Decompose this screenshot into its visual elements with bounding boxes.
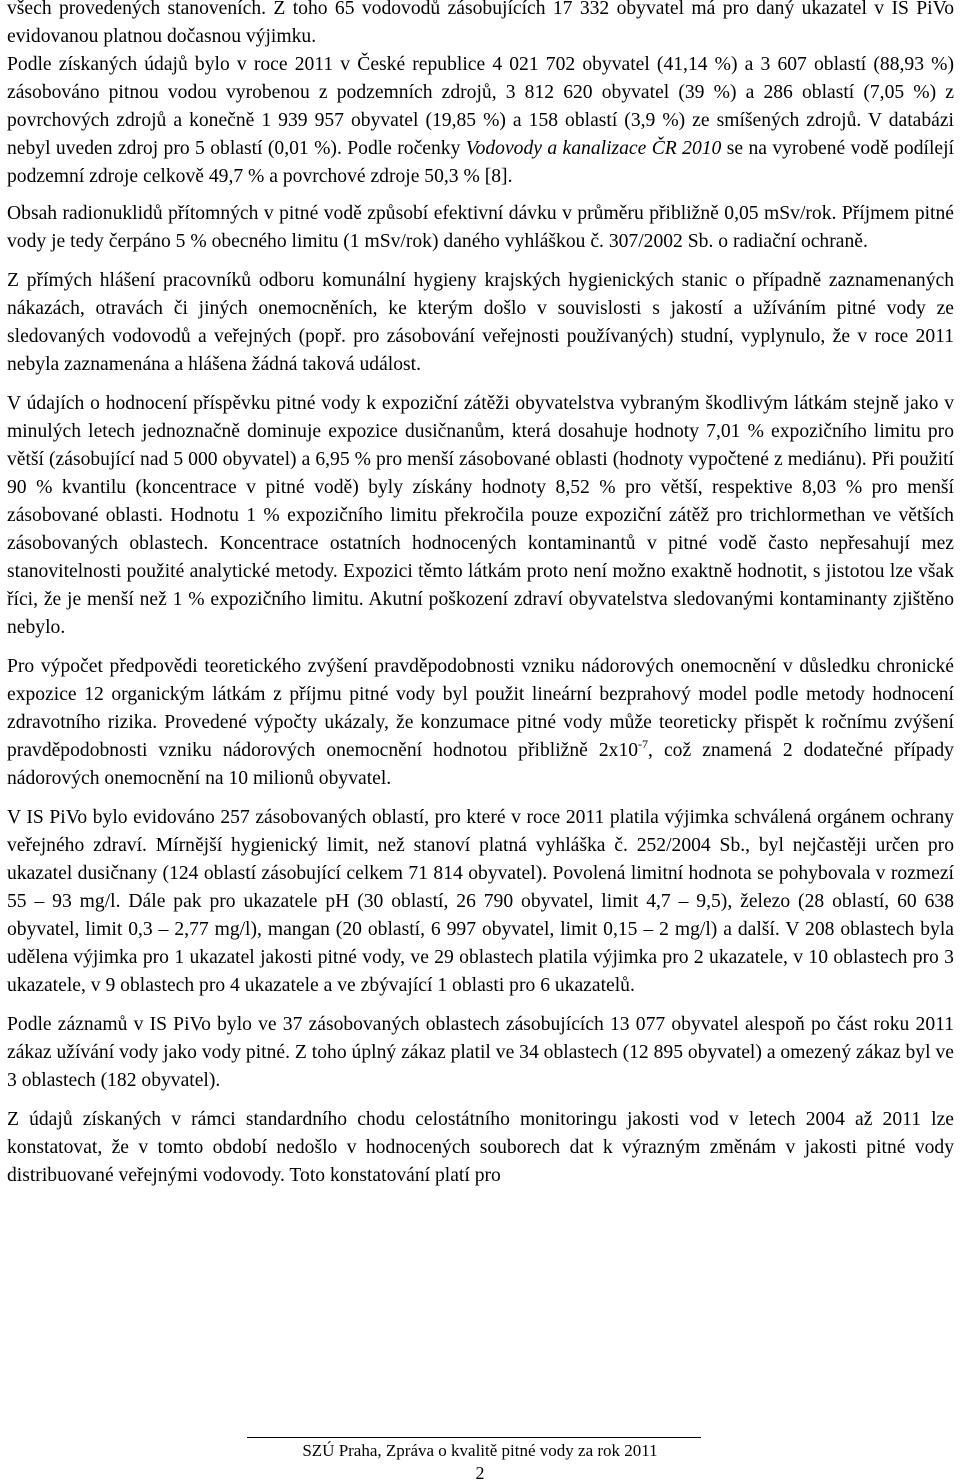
text-line: Z přímých hlášení pracovníků odboru komunální hygieny krajských hygienických stanic: [7, 270, 728, 291]
text-line: č. 307/2002 Sb. o radiační ochraně.: [590, 231, 868, 252]
paragraph-cancer-risk: [7, 653, 954, 793]
risk-text-after: , což znamená 2 dodatečné případy nádorových: [7, 740, 954, 789]
text-line: Pro výpočet předpovědi teoretického zvýšení pravděpodobnosti vzniku nádorových onemocnění: [7, 656, 777, 677]
text-line: hlášena žádná taková událost.: [188, 354, 421, 375]
paragraph-radionuclides: [7, 200, 954, 256]
paragraph-usage-ban: [7, 1011, 954, 1095]
text-line: 158 oblastí (3,9 %) ze smíšených zdrojů. V databázi nebyl uveden zdroj pro 5 oblastí (0,01 %).: [7, 110, 954, 159]
text-line: hodnoty 7,01 % expozičního limitu pro větší (zásobující nad 5 000 obyvatel) a 6,95 % pro menší: [7, 421, 954, 470]
text-line: zásobování veřejnosti používaných) studní, vyplynulo, že v roce 2011 nebyla zaznamenána a: [7, 326, 954, 375]
paragraph-hygiene-reports: [7, 267, 954, 379]
text-line: nepřesahují mez stanovitelnosti použité analytické metody. Expozici těmto látkám proto není: [7, 533, 954, 582]
text-line: o případně zaznamenaných nákazách, otravách či jiných onemocněních, ke kterým došlo: [7, 270, 954, 319]
text-line: ve 34 oblastech (12 895 obyvatel) a omezený zákaz byl ve 3 oblastech (182 obyvatel).: [7, 1042, 954, 1091]
text-line: až 2011 lze konstatovat, že v tomto období nedošlo v hodnocených souborech dat k výrazným: [7, 1109, 954, 1158]
text-line: pak pro ukazatele pH (30 oblastí, 26 790 obyvatel, limit 4,7 – 9,5), železo (28 oblastí, 60 638: [173, 891, 954, 912]
publication-title: Vodovody a kanalizace ČR 2010: [465, 138, 722, 159]
text-line: Hodnotu 1 % expozičního limitu překročila pouze expoziční zátěž pro trichlormethan ve větších: [170, 505, 954, 526]
text-line: látkám stejně jako v minulých letech jednoznačně dominuje expozice dusičnanům, která dosahuje: [7, 393, 955, 442]
text-line: celkově 49,7 % a povrchové zdroje 50,3 % [8].: [143, 166, 513, 187]
text-line: mSv/rok. Příjmem pitné vody je tedy čerpáno 5 % obecného limitu (1 mSv/rok) daného vyhláškou: [7, 203, 954, 252]
text-line: V IS PiVo bylo evidováno 257 zásobovaných oblastí, pro které v roce 2011 platila výjimka: [7, 807, 729, 828]
risk-text-before: nádorových onemocnění hodnotou přibližně 2x10: [222, 740, 639, 761]
text-line: zbývající 1 oblasti pro 6 ukazatelů.: [360, 975, 635, 996]
text-line: zásobované oblasti (hodnoty vypočtené z mediánu). Při použití 90 % kvantilu (koncentrace v pitné: [7, 449, 954, 498]
text-line: v důsledku chronické expozice 12 organickým látkám z příjmu pitné vody byl použit lineární: [7, 656, 954, 705]
risk-exponent: -7: [638, 737, 649, 751]
text-line: ukazatel v IS PiVo evidovanou platnou dočasnou výjimku.: [7, 0, 954, 47]
footer-report-title: SZÚ Praha, Zpráva o kvalitě pitné vody za rok 2011: [302, 1441, 658, 1460]
text-line: schválená orgánem ochrany veřejného zdraví. Mírnější hygienický limit, než stanoví platná: [7, 807, 954, 856]
document-page: [7, 0, 954, 1190]
text-line: konzumace pitné vody může teoreticky přispět k ročnímu zvýšení pravděpodobnosti vzniku: [7, 712, 954, 761]
text-line-with-citation: Podle ročenky Vodovody a kanalizace ČR 2010 se na vyrobené vodě podílejí podzemní zdroje: [7, 138, 954, 187]
footer-divider: [247, 1437, 701, 1438]
text-line: zásobovaných oblastech. Koncentrace ostatních hodnocených kontaminantů v pitné vodě často: [7, 533, 809, 554]
page-number: 2: [475, 1463, 485, 1483]
paragraph-monitoring-conclusion: [7, 1106, 954, 1190]
text-line: V 208 oblastech byla udělena výjimka pro 1 ukazatel jakosti pitné vody, ve 29 oblastech platila: [7, 919, 954, 968]
text-line: všech provedených stanoveních. Z toho 65 vodovodů zásobujících 17 332 obyvatel má pro daný: [7, 0, 795, 19]
text-line: možno exaktně hodnotit, s jistotou lze však říci, že je menší než 1 % expozičního limitu. Akutní: [7, 561, 954, 610]
text-line: vyhláška č. 252/2004 Sb., byl nejčastěji určen pro ukazatel dusičnany (124 oblastí zásobující: [7, 835, 955, 884]
text-line: Podle záznamů v IS PiVo bylo ve 37 zásobovaných oblastech zásobujících 13 077 obyvatel: [7, 1014, 739, 1035]
paragraph-exemptions-intro: [7, 0, 954, 51]
text-line: výjimka pro 2 ukazatele, v 10 oblastech pro 3 ukazatele, v 9 oblastech pro 4 ukazatele a ve: [7, 947, 954, 996]
text-line: obyvatel, limit 0,3 – 2,77 mg/l), mangan (20 oblastí, 6 997 obyvatel, limit 0,15 – 2 mg/l) a další.: [7, 919, 780, 940]
paragraph-exceptions: [7, 804, 954, 1000]
text-line: (39 %) a 286 oblastí (7,05 %) z povrchových zdrojů a konečně 1 939 957 obyvatel (19,85 %) a: [7, 82, 954, 131]
paragraph-water-sources: [7, 51, 954, 191]
text-line: celkem 71 814 obyvatel). Povolená limitní hodnota se pohybovala v rozmezí 55 – 93 mg/l. Dále: [7, 863, 954, 912]
text-line: v souvislosti s jakostí a užíváním pitné vody ze sledovaných vodovodů a veřejných (popř. pro: [7, 298, 954, 347]
text-line: oblastí (88,93 %) zásobováno pitnou vodou vyrobenou z podzemních zdrojů, 3 812 620 obyvatel: [7, 54, 954, 103]
text-line: Z údajů získaných v rámci standardního chodu celostátního monitoringu jakosti vod v letech 2004: [7, 1109, 845, 1130]
text-line: onemocnění na 10 milionů obyvatel.: [104, 768, 392, 789]
text-line: Podle získaných údajů bylo v roce 2011 v České republice 4 021 702 obyvatel (41,14 %) a 3 607: [7, 54, 807, 75]
text-line: alespoň po část roku 2011 zákaz užívání vody jako vody pitné. Z toho úplný zákaz platil: [7, 1014, 954, 1063]
text-line: bezprahový model podle metody hodnocení zdravotního rizika. Provedené výpočty ukázaly, že: [7, 684, 955, 733]
text-line: změnám v jakosti pitné vody distribuované veřejnými vodovody. Toto konstatování platí pro: [7, 1137, 955, 1186]
text-line: V údajích o hodnocení příspěvku pitné vody k expoziční zátěži obyvatelstva vybraným škodlivým: [7, 393, 789, 414]
text-line: vodě) byly získány hodnoty 8,52 % pro větší, respektive 8,03 % pro menší zásobované oblasti.: [7, 477, 955, 526]
text-line: poškození zdraví obyvatelstva sledovanými kontaminanty zjištěno nebylo.: [7, 589, 954, 638]
paragraph-exposure-assessment: [7, 390, 954, 642]
text-line: Obsah radionuklidů přítomných v pitné vodě způsobí efektivní dávku v průměru přibližně 0,05: [7, 203, 759, 224]
